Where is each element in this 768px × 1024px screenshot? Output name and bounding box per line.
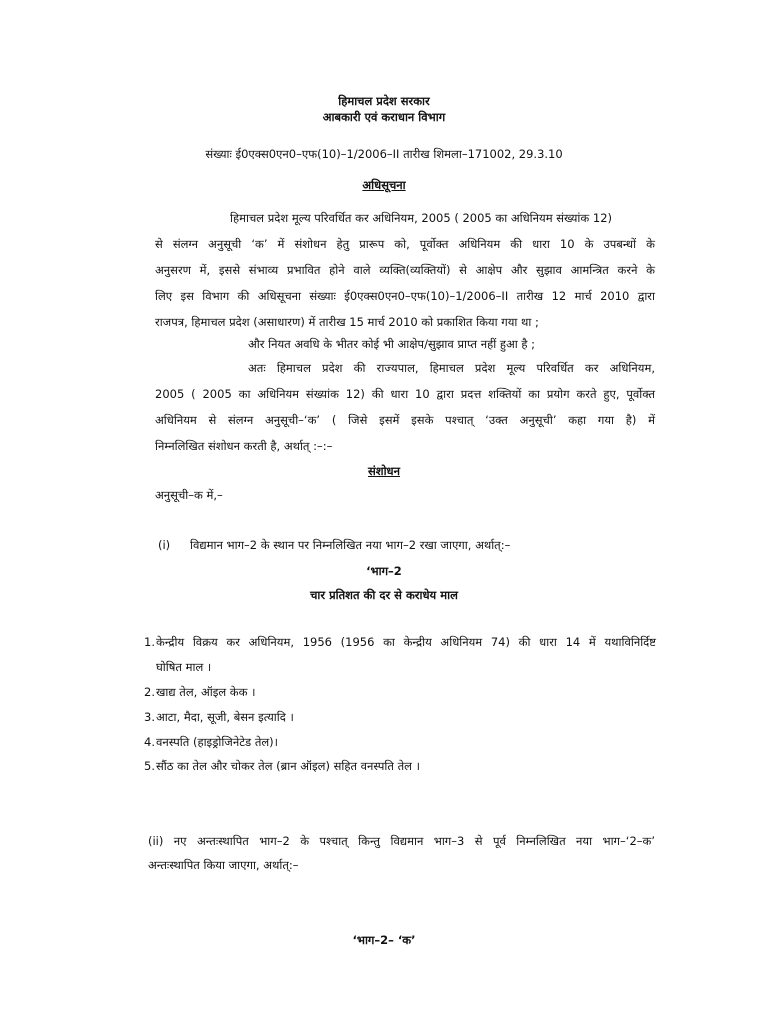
item-ii-text: (ii) नए अन्तःस्थापित भाग–2 के पश्चात् किन्तु विद्यमान भाग–3 से पूर्व निम्नलिखित नया भाग–‘2–क’ [148, 834, 655, 848]
part2-subtitle: चार प्रतिशत की दर से कराधेय माल [310, 588, 458, 602]
list-item: केन्द्रीय विक्रय कर अधिनियम, 1956 (1956 का केन्द्रीय अधिनियम 74) की धारा 14 में यथाविनिर्दिष्ट [156, 635, 656, 649]
list-item: खाद्य तेल, ऑइल केक । [156, 685, 256, 699]
department-heading: आबकारी एवं कराधान विभाग [322, 110, 446, 124]
list-item-continuation: घोषित माल । [156, 660, 212, 674]
preamble-line: हिमाचल प्रदेश मूल्य परिवर्धित कर अधिनियम, 2005 ( 2005 का अधिनियम संख्यांक 12) [230, 211, 613, 225]
preamble-line: से संलग्न अनुसूची ‘क’ में संशोधन हेतु प्रारूप को, पूर्वोक्त अधिनियम की धारा 10 के उपबन्धों के [155, 237, 655, 251]
government-heading: हिमाचल प्रदेश सरकार [338, 94, 430, 108]
schedule-intro: अनुसूची–क में,– [155, 488, 223, 502]
preamble-line: और नियत अवधि के भीतर कोई भी आक्षेप/सुझाव प्राप्त नहीं हुआ है ; [248, 337, 535, 351]
list-item-number: 5. [144, 759, 155, 773]
preamble-line: 2005 ( 2005 का अधिनियम संख्यांक 12) की धारा 10 द्वारा प्रदत्त शक्तियों का प्रयोग करते हुए, पूर्वोक्त [155, 387, 655, 401]
part2-title: ‘भाग–2 [366, 564, 402, 578]
item-i-text: विद्यमान भाग–2 के स्थान पर निम्नलिखित नया भाग–2 रखा जाएगा, अर्थात्:– [190, 538, 511, 552]
list-item: आटा, मैदा, सूजी, बेसन इत्यादि । [156, 710, 294, 724]
preamble-line: लिए इस विभाग की अधिसूचना संख्याः ई0एक्स0एन0–एफ(10)–1/2006–II तारीख 12 मार्च 2010 द्वारा [155, 289, 655, 303]
reference-number: संख्याः ई0एक्स0एन0–एफ(10)–1/2006–II तारीख शिमला–171002, 29.3.10 [205, 147, 563, 161]
preamble-line: अधिनियम से संलग्न अनुसूची–‘क’ ( जिसे इसमें इसके पश्चात् ‘उक्त अनुसूची’ कहा गया है) में [155, 413, 655, 427]
list-item-number: 4. [144, 735, 155, 749]
item-i-number: (i) [158, 538, 171, 552]
list-item-number: 2. [144, 685, 155, 699]
preamble-line: राजपत्र, हिमाचल प्रदेश (असाधारण) में तारीख 15 मार्च 2010 को प्रकाशित किया गया था ; [155, 315, 539, 329]
item-ii-continuation: अन्तःस्थापित किया जाएगा, अर्थात्:– [148, 858, 299, 872]
list-item-number: 3. [144, 710, 155, 724]
list-item-number: 1. [144, 635, 155, 649]
part2a-title: ‘भाग–2– ‘क’ [352, 933, 416, 947]
list-item: सौंठ का तेल और चोकर तेल (ब्रान ऑइल) सहित वनस्पति तेल । [156, 759, 420, 773]
preamble-line: निम्नलिखित संशोधन करती है, अर्थात् :–:– [155, 439, 333, 453]
preamble-line: अतः हिमाचल प्रदेश की राज्यपाल, हिमाचल प्रदेश मूल्य परिवर्धित कर अधिनियम, [248, 361, 655, 375]
notification-title: अधिसूचना [362, 178, 406, 192]
list-item: वनस्पति (हाइड्रोजिनेटेड तेल)। [156, 735, 279, 749]
preamble-line: अनुसरण में, इससे संभाव्य प्रभावित होने वाले व्यक्ति(व्यक्तियों) से आक्षेप और सुझाव आमन्त्रित करने के [155, 263, 655, 277]
amendment-heading: संशोधन [367, 464, 401, 478]
